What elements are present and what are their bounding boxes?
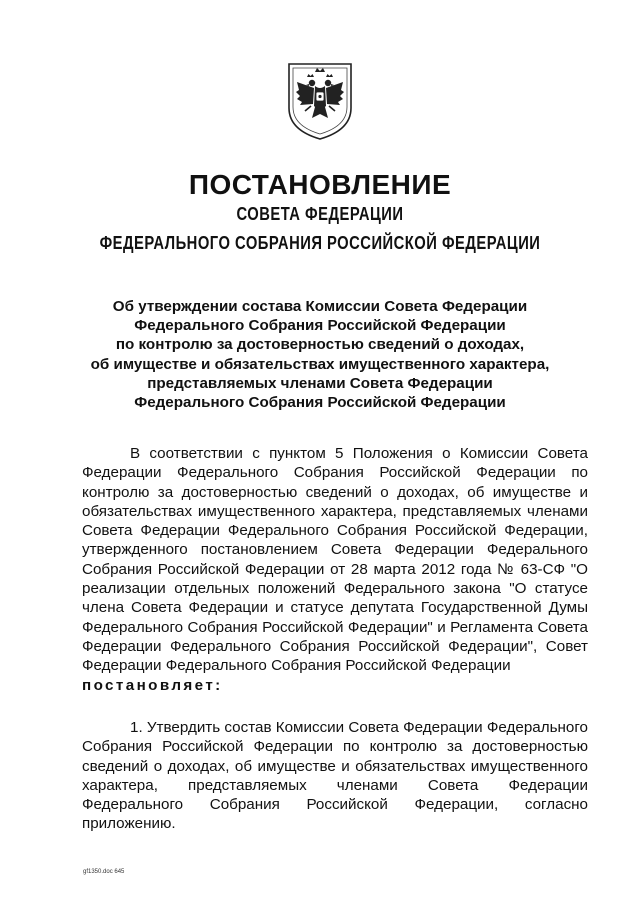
issuer-line-1: СОВЕТА ФЕДЕРАЦИИ	[236, 204, 404, 224]
preamble-paragraph	[82, 444, 588, 695]
preamble-text: В соответствии с пунктом 5 Положения о Комиссии Совета Федерации Федерального Собрания Российской Федерации по контролю за достоверностью сведений о доходах, об имуществе и обязательствах имущественного характера, представляемых членами Совета Федерации Федерального Собрания Российской Федерации, утвержденного постановлением Совета Федерации Федерального Собрания Российской Федерации от 28 марта 2012 года № 63-СФ "О реализации отдельных положений Федерального закона "О статусе члена Совета Федерации и статусе депутата Государственной Думы Федерального Собрания Российской Федерации" и Регламента Совета Федерации Федерального Собрания Российской Федерации", Совет Федерации Федерального Собрания Российской Федерации	[82, 445, 588, 675]
subject-line: представляемых членами Совета Федерации	[147, 374, 493, 392]
document-title: ПОСТАНОВЛЕНИЕ	[188, 169, 452, 200]
document-code: gf1350.doc 645	[83, 869, 125, 875]
subject-line: Об утверждении состава Комиссии Совета Федерации	[112, 298, 528, 315]
document-subject	[90, 297, 550, 412]
issuer-line-2: ФЕДЕРАЛЬНОГО СОБРАНИЯ РОССИЙСКОЙ ФЕДЕРАЦИИ	[99, 233, 541, 253]
item-1-paragraph	[82, 718, 588, 834]
subject-line: по контролю за достоверностью сведений о доходах,	[115, 336, 525, 354]
item-1-text: 1. Утвердить состав Комиссии Совета Федерации Федерального Собрания Российской Федерации по контролю за достоверностью сведений о доходах, об имуществе и обязательствах имущественного характера, представляемых членами Совета Федерации Федерального Собрания Российской Федерации, согласно приложению.	[82, 719, 588, 833]
coat-of-arms-icon	[285, 60, 355, 142]
decree-word: постановляет:	[82, 676, 223, 694]
subject-line: Федерального Собрания Российской Федерации	[134, 317, 506, 335]
subject-line: об имуществе и обязательствах имущественного характера,	[90, 355, 550, 373]
subject-line: Федерального Собрания Российской Федерации	[134, 394, 506, 412]
